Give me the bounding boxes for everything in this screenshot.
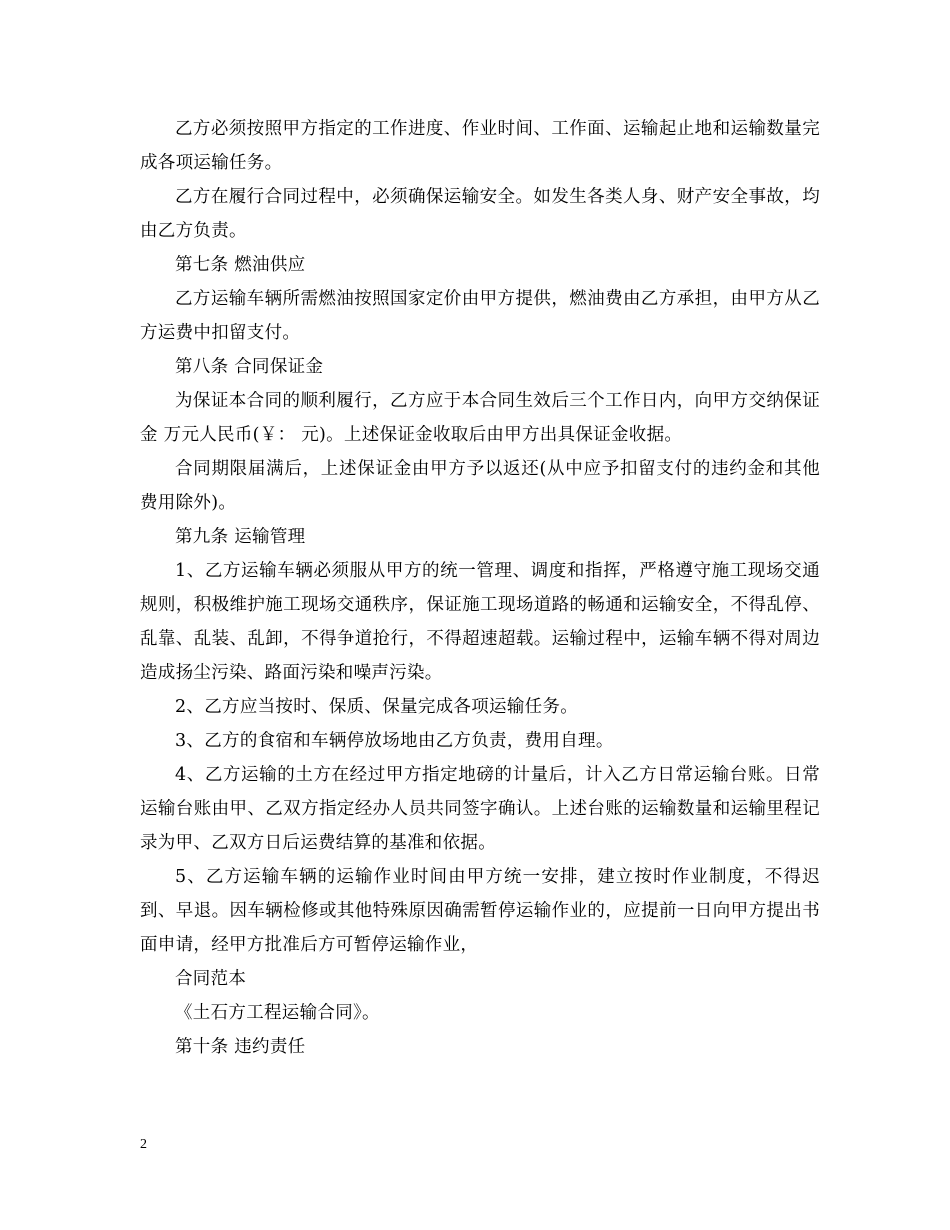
page-number: 2	[140, 1137, 147, 1152]
paragraph: 《土石方工程运输合同》。	[175, 1003, 380, 1023]
paragraph: 乙方运输车辆所需燃油按照国家定价由甲方提供，燃油费由乙方承担，由甲方从乙方运费中扣留支付。	[140, 289, 820, 343]
article-heading: 第九条 运输管理	[175, 527, 306, 547]
paragraph: 合同期限届满后，上述保证金由甲方予以返还(从中应予扣留支付的违约金和其他费用除外)。	[140, 459, 820, 513]
paragraph: 乙方必须按照甲方指定的工作进度、作业时间、工作面、运输起止地和运输数量完成各项运输任务。	[140, 119, 820, 173]
article-heading: 第十条 违约责任	[175, 1037, 306, 1057]
paragraph: 1、乙方运输车辆必须服从甲方的统一管理、调度和指挥，严格遵守施工现场交通规则，积极维护施工现场交通秩序，保证施工现场道路的畅通和运输安全，不得乱停、乱靠、乱装、乱卸，不得争道抢行，不得超速超载。运输过程中，运输车辆不得对周边造成扬尘污染、路面污染和噪声污染。	[140, 561, 820, 683]
article-heading: 第七条 燃油供应	[175, 255, 306, 275]
paragraph: 合同范本	[175, 969, 247, 989]
article-heading: 第八条 合同保证金	[175, 357, 324, 377]
paragraph: 4、乙方运输的土方在经过甲方指定地磅的计量后，计入乙方日常运输台账。日常运输台账由甲、乙双方指定经办人员共同签字确认。上述台账的运输数量和运输里程记录为甲、乙双方日后运费结算的基准和依据。	[140, 765, 820, 853]
paragraph: 3、乙方的食宿和车辆停放场地由乙方负责，费用自理。	[175, 731, 614, 751]
paragraph: 为保证本合同的顺利履行，乙方应于本合同生效后三个工作日内，向甲方交纳保证金 万元人民币(￥： 元)。上述保证金收取后由甲方出具保证金收据。	[140, 391, 820, 445]
body-text	[140, 112, 820, 1064]
paragraph: 乙方在履行合同过程中，必须确保运输安全。如发生各类人身、财产安全事故，均由乙方负责。	[140, 187, 820, 241]
paragraph: 2、乙方应当按时、保质、保量完成各项运输任务。	[175, 697, 579, 717]
paragraph: 5、乙方运输车辆的运输作业时间由甲方统一安排，建立按时作业制度，不得迟到、早退。因车辆检修或其他特殊原因确需暂停运输作业的，应提前一日向甲方提出书面申请，经甲方批准后方可暂停运输作业，	[140, 867, 820, 955]
